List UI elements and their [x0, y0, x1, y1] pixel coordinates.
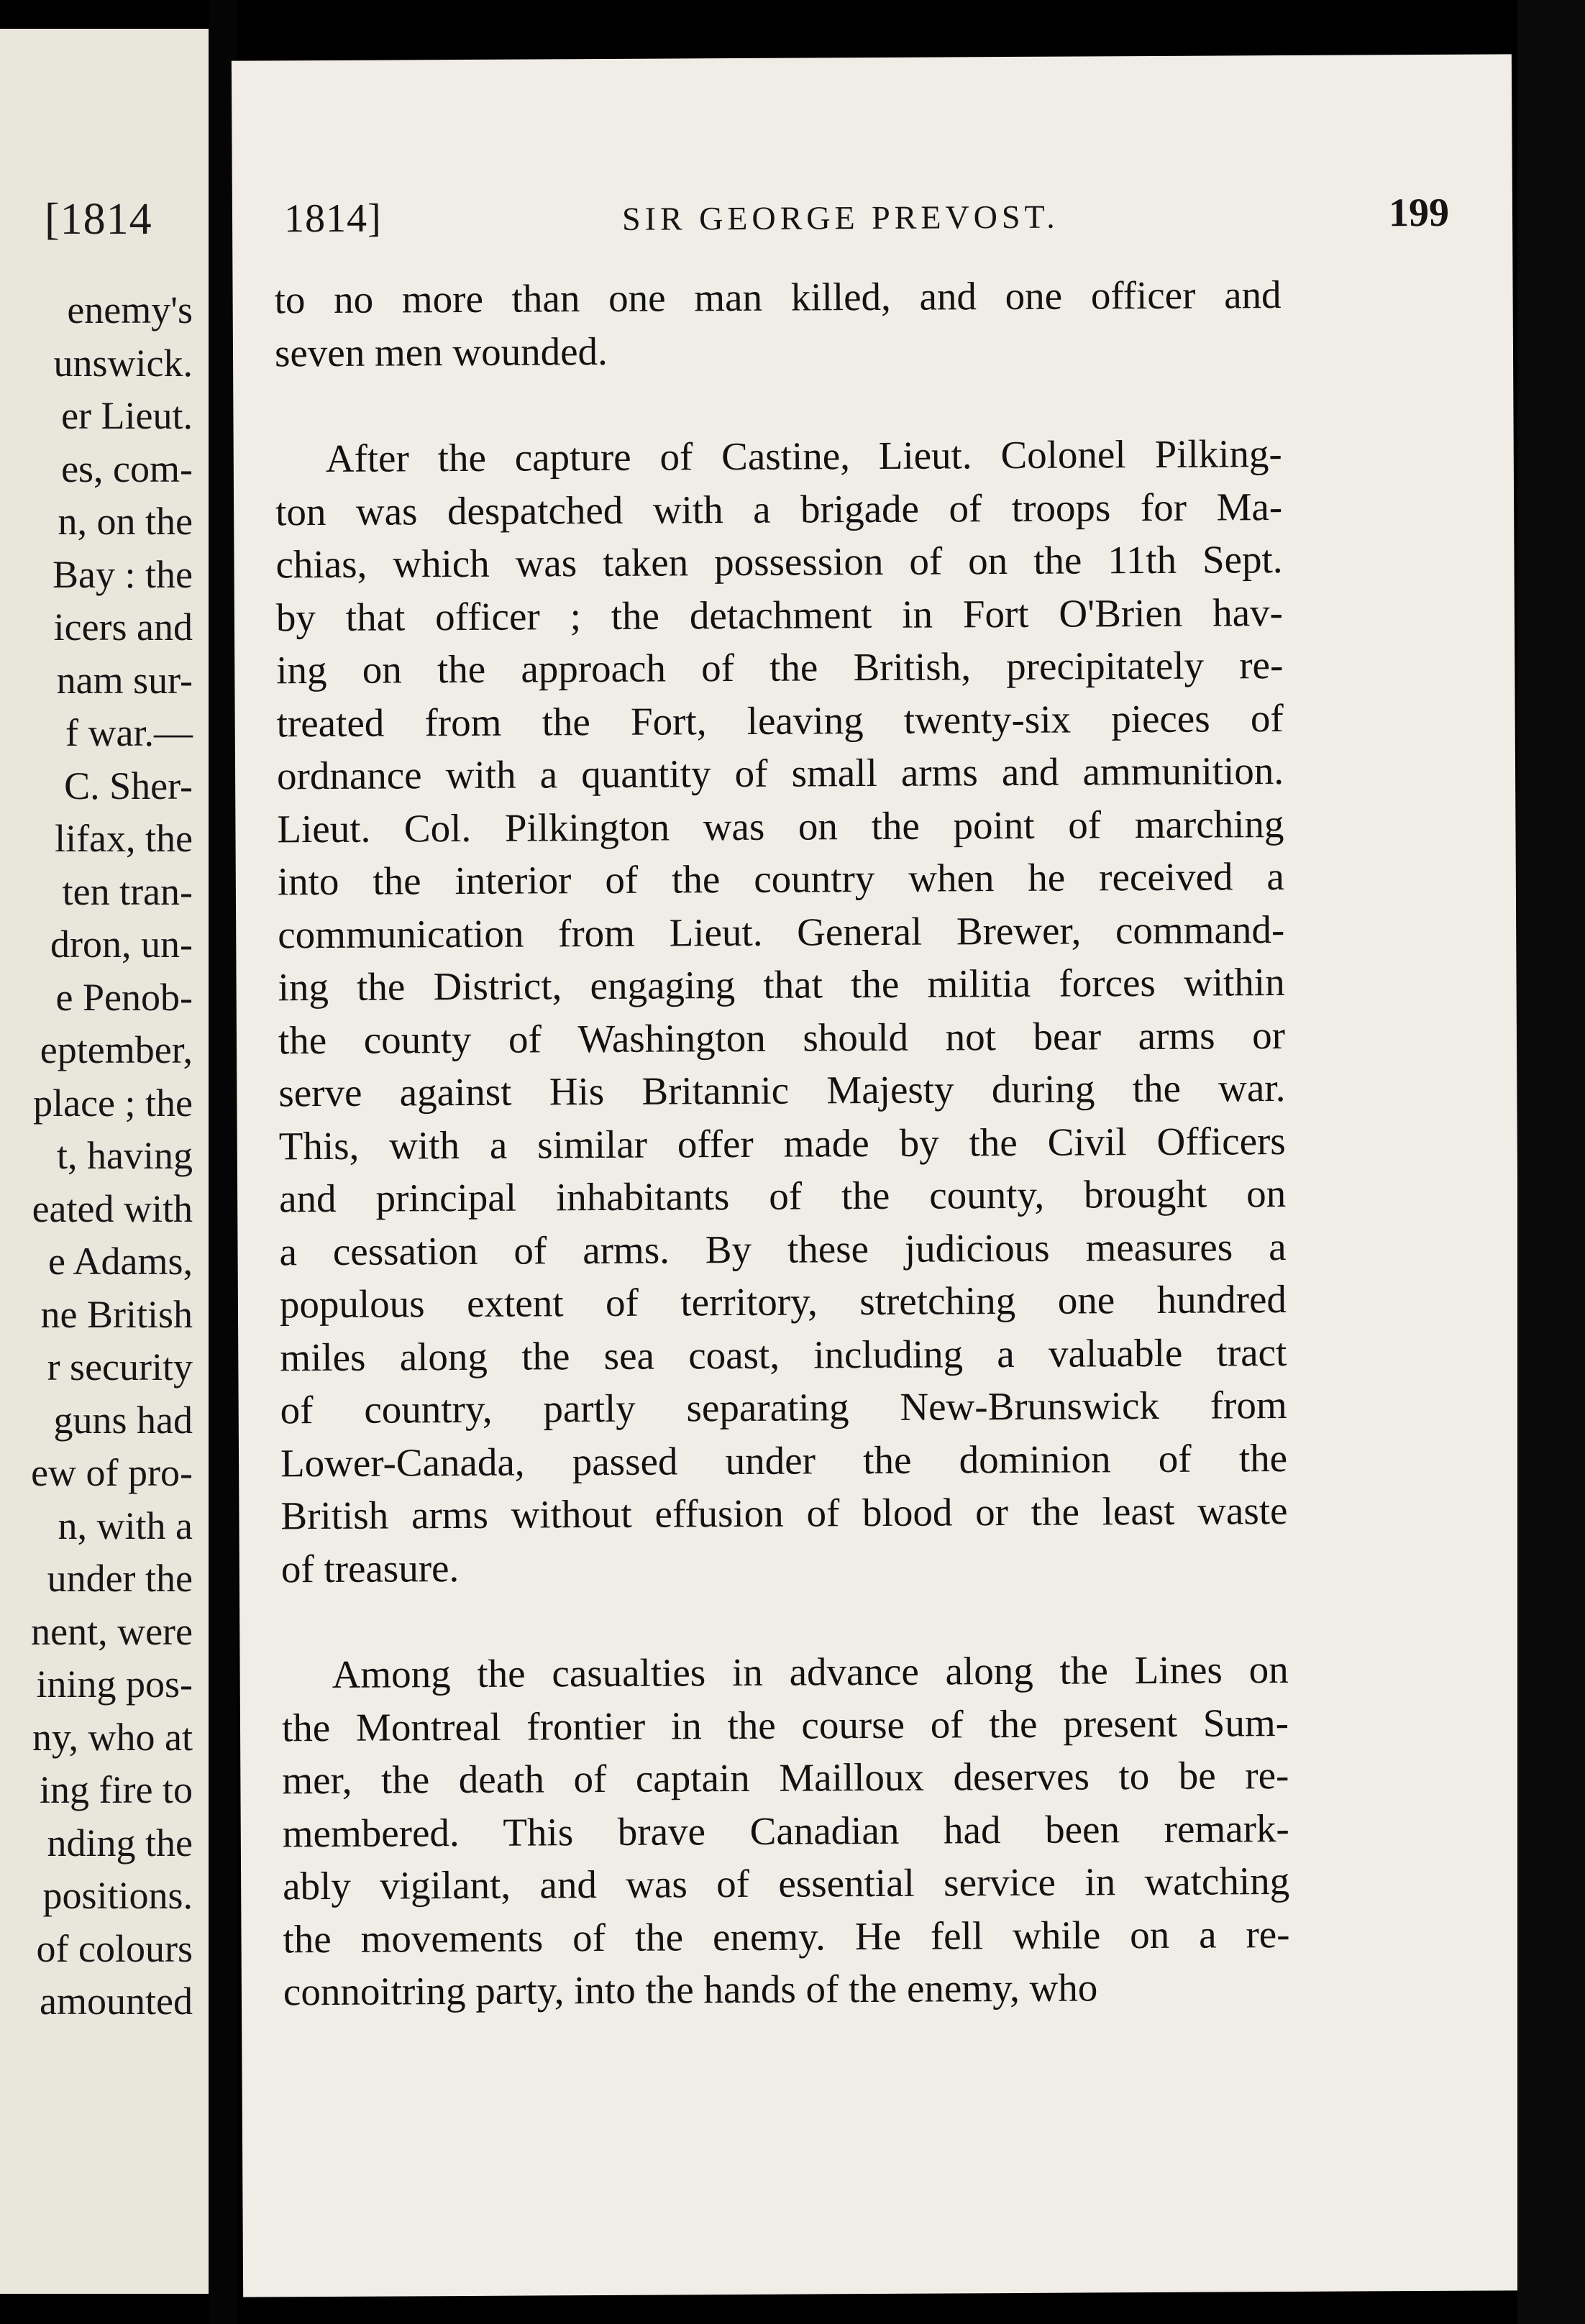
left-page-line: t, having	[57, 1134, 193, 1177]
text-line: to no more than one man killed, and one officer and	[274, 273, 1282, 322]
left-page-line: nent, were	[31, 1609, 193, 1653]
paragraph	[275, 427, 1288, 1595]
page-edge-shadow	[1517, 0, 1585, 2324]
running-head-year: 1814]	[283, 196, 382, 242]
left-page-line: e Adams,	[48, 1240, 193, 1283]
left-page-header: [1814	[45, 195, 152, 244]
left-page-line: eated with	[32, 1186, 193, 1230]
text-line: the movements of the enemy. He fell while on a re-	[283, 1911, 1290, 1961]
text-line: serve against His Britannic Majesty during the war.	[278, 1066, 1286, 1115]
text-line: Lieut. Col. Pilkington was on the point of marching	[277, 801, 1284, 851]
paragraph-gap	[275, 374, 1282, 432]
text-line: After the capture of Castine, Lieut. Colonel Pilking-	[325, 431, 1282, 481]
text-line: by that officer ; the detachment in Fort O'Brien hav-	[275, 590, 1284, 639]
text-line: This, with a similar offer made by the Civil Officers	[278, 1118, 1286, 1168]
text-line: into the interior of the country when he received a	[277, 854, 1284, 904]
text-line: of country, partly separating New-Brunswick from	[280, 1383, 1287, 1432]
left-page-line: place ; the	[33, 1081, 193, 1125]
text-line: ing the District, engaging that the militia forces within	[278, 960, 1285, 1010]
left-page-line: under the	[47, 1557, 193, 1600]
left-page-line: er Lieut.	[61, 394, 193, 437]
left-page-line: guns had	[53, 1398, 193, 1442]
left-page-line: enemy's	[67, 288, 193, 331]
page-number: 199	[1388, 190, 1450, 236]
text-line: the Montreal frontier in the course of the present Sum-	[281, 1700, 1289, 1749]
text-line: and principal inhabitants of the county, brought on	[278, 1171, 1287, 1221]
text-line: populous extent of territory, stretching one hundred	[279, 1277, 1287, 1327]
left-page-line: unswick.	[53, 341, 193, 385]
left-page	[0, 29, 209, 2294]
text-line: ordnance with a quantity of small arms and ammunition.	[276, 749, 1284, 798]
left-page-line: nding the	[47, 1821, 193, 1865]
text-line: British arms without effusion of blood or the least waste	[280, 1488, 1288, 1538]
left-page-line: ew of pro-	[31, 1451, 193, 1494]
left-page-line: amounted	[40, 1980, 193, 2023]
left-page-line: ten tran-	[62, 869, 193, 913]
text-line: connoitring party, into the hands of the enemy, who	[283, 1965, 1098, 2014]
text-line: ably vigilant, and was of essential service in watching	[283, 1859, 1290, 1908]
left-page-line: Bay : the	[52, 552, 193, 596]
paragraph	[274, 268, 1282, 379]
text-line: miles along the sea coast, including a valuable tract	[280, 1330, 1287, 1379]
left-page-line: nam sur-	[56, 658, 193, 702]
left-page-line: n, on the	[58, 500, 193, 543]
paragraph	[281, 1643, 1290, 2018]
text-line: ing on the approach of the British, precipitately re-	[276, 643, 1284, 692]
text-line: mer, the death of captain Mailloux deserves to be re-	[282, 1753, 1289, 1803]
left-page-line: ining pos-	[36, 1662, 193, 1706]
text-line: the county of Washington should not bear arms or	[278, 1012, 1286, 1062]
left-page-line: C. Sher-	[64, 764, 193, 808]
left-page-text	[0, 284, 193, 2028]
left-page-line: ing fire to	[40, 1768, 193, 1811]
left-page-line: dron, un-	[50, 923, 193, 966]
text-line: seven men wounded.	[274, 329, 608, 375]
left-page-line: icers and	[53, 605, 193, 649]
text-line: membered. This brave Canadian had been remark-	[282, 1806, 1289, 1855]
left-page-line: r security	[47, 1345, 193, 1389]
left-page-line: positions.	[42, 1874, 193, 1917]
left-page-line: lifax, the	[55, 817, 193, 860]
left-page-line: of colours	[36, 1926, 193, 1970]
running-head	[284, 190, 1449, 246]
right-page	[232, 54, 1523, 2297]
paragraph-gap	[281, 1590, 1288, 1648]
left-page-line: ny, who at	[32, 1715, 193, 1759]
text-line: a cessation of arms. By these judicious measures a	[279, 1224, 1287, 1273]
text-line: treated from the Fort, leaving twenty-six pieces of	[276, 695, 1284, 745]
text-line: of treasure.	[280, 1545, 460, 1591]
left-page-line: eptember,	[40, 1028, 193, 1071]
text-line: communication from Lieut. General Brewer, command-	[278, 907, 1285, 956]
left-page-line: es, com-	[61, 447, 193, 490]
text-line: ton was despatched with a brigade of troops for Ma-	[275, 484, 1283, 534]
left-page-line: e Penob-	[55, 975, 193, 1019]
text-line: chias, which was taken possession of on the 11th Sept.	[275, 537, 1283, 587]
left-page-line: ne British	[40, 1292, 193, 1336]
running-head-title: SIR GEORGE PREVOST.	[621, 198, 1059, 237]
body-text	[274, 268, 1290, 2018]
text-line: Among the casualties in advance along the Lines on	[332, 1647, 1289, 1696]
left-page-line: f war.—	[65, 711, 193, 754]
text-line: Lower-Canada, passed under the dominion of the	[280, 1435, 1288, 1485]
left-page-line: n, with a	[58, 1504, 193, 1547]
